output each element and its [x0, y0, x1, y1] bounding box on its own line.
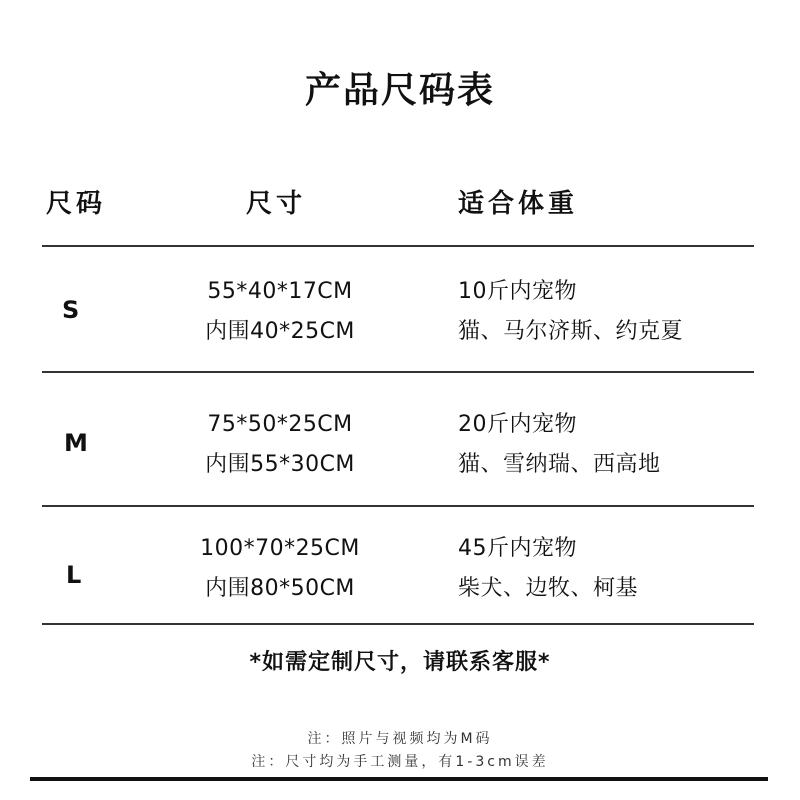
size-label: L — [66, 561, 82, 589]
custom-size-note: *如需定制尺寸，请联系客服* — [249, 650, 551, 675]
header-size: 尺码 — [46, 189, 107, 219]
breeds-value: 猫、马尔济斯、约克夏 — [458, 319, 684, 344]
table-bottom-divider — [42, 623, 754, 625]
breeds-value: 柴犬、边牧、柯基 — [458, 576, 639, 601]
breeds-value: 猫、雪纳瑞、西高地 — [458, 452, 661, 477]
page-title: 产品尺码表 — [304, 70, 495, 111]
inner-dimensions-value: 内围40*25CM — [205, 319, 355, 344]
footnote-measurement: 注：尺寸均为手工测量，有1-3cm误差 — [251, 754, 549, 770]
table-header — [0, 182, 800, 226]
size-label: S — [62, 296, 80, 324]
dimensions-value: 75*50*25CM — [207, 412, 353, 437]
header-dimensions: 尺寸 — [246, 189, 307, 219]
header-divider — [42, 245, 754, 247]
dimensions-value: 55*40*17CM — [207, 279, 353, 304]
dimensions-value: 100*70*25CM — [200, 536, 360, 561]
bottom-border — [30, 777, 768, 781]
row-divider — [42, 371, 754, 373]
row-divider — [42, 505, 754, 507]
footnote-photo: 注：照片与视频均为M码 — [307, 731, 493, 747]
weight-value: 45斤内宠物 — [458, 536, 577, 561]
table-row — [0, 405, 800, 485]
header-weight: 适合体重 — [458, 189, 579, 219]
weight-value: 10斤内宠物 — [458, 279, 577, 304]
size-label: M — [64, 429, 88, 457]
inner-dimensions-value: 内围55*30CM — [205, 452, 355, 477]
weight-value: 20斤内宠物 — [458, 412, 577, 437]
inner-dimensions-value: 内围80*50CM — [205, 576, 355, 601]
table-row — [0, 272, 800, 352]
table-row — [0, 529, 800, 609]
